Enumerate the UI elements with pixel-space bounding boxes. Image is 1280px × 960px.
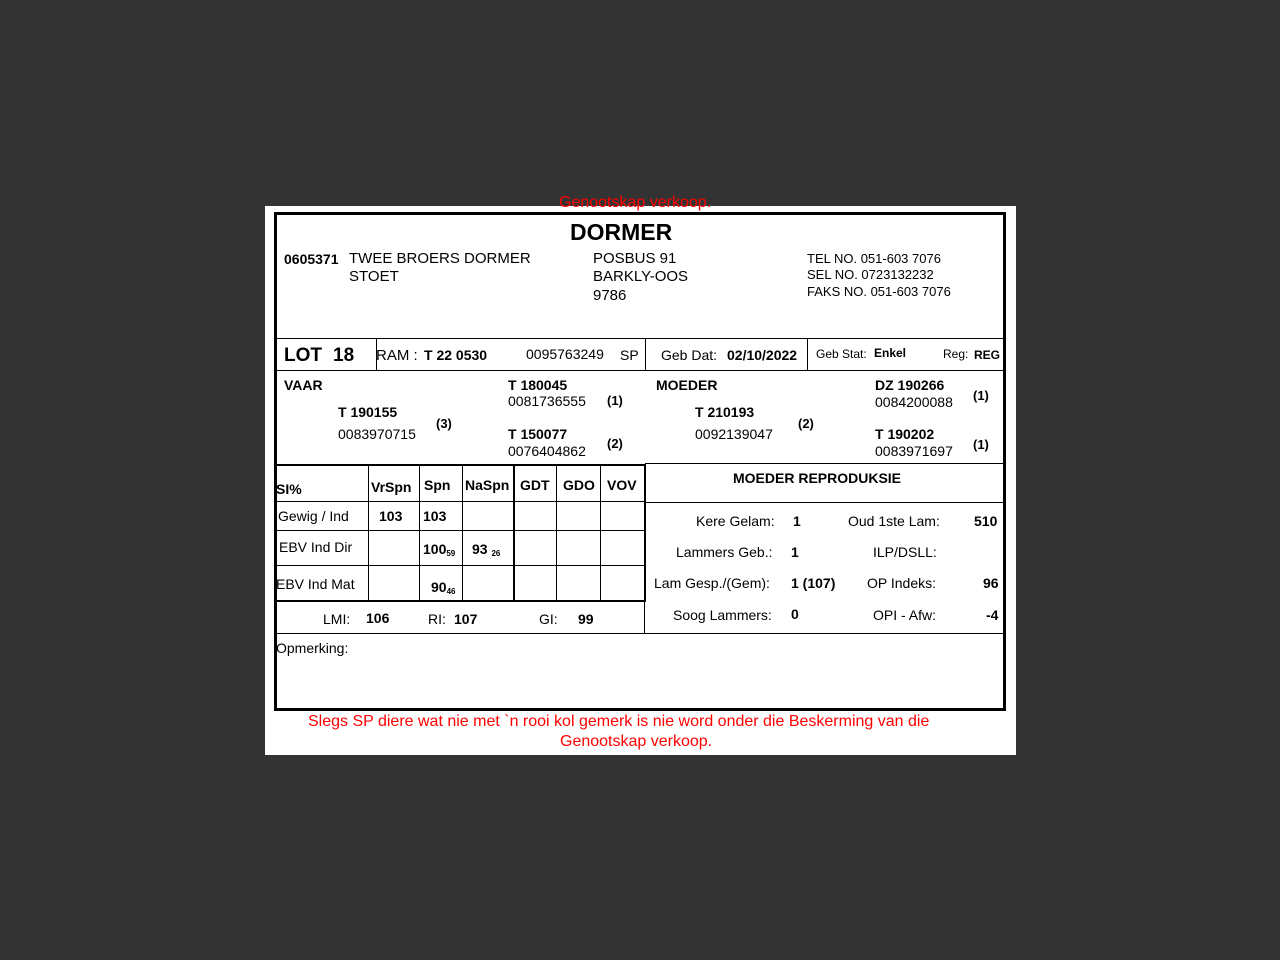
divider [644,600,645,633]
header-gdo: GDO [563,477,595,493]
breeder-faks: FAKS NO. 051-603 7076 [807,284,951,299]
moeder-moeder-number: 0083971697 [875,443,953,459]
lammers-geb-value: 1 [791,544,799,560]
ram-label: RAM : [376,347,418,364]
oud-value: 510 [974,513,998,529]
vaar-id: T 190155 [338,404,398,420]
header-vrspn: VrSpn [371,479,412,495]
vaar-vaar-grade: (1) [607,393,623,408]
soog-lammers-value: 0 [791,606,799,622]
vaar-number: 0083970715 [338,426,416,442]
vaar-moeder-id: T 150077 [508,426,568,442]
divider [807,338,808,370]
perf-table-bottom [274,600,646,602]
lmi-label: LMI: [323,611,351,627]
moeder-grade: (2) [798,416,814,431]
perf-table-right [644,464,646,602]
gi-value: 99 [578,611,594,627]
geb-dat-label: Geb Dat: [661,347,718,363]
vaar-label: VAAR [284,377,323,393]
vaar-vaar-id: T 180045 [508,377,568,393]
divider [645,463,1005,464]
breeder-address-1: POSBUS 91 [593,250,677,267]
ebv-dir-spn-value: 100 [423,541,447,557]
op-indeks-label: OP Indeks: [867,575,937,591]
ebv-dir-spn-accuracy: 59 [446,549,456,558]
ebv-dir-naspn-value: 93 [472,541,488,557]
lam-gesp-label: Lam Gesp./(Gem): [654,575,770,591]
moeder-number: 0092139047 [695,426,773,442]
breeder-address-3: 9786 [593,287,627,304]
divider [419,465,420,601]
geb-stat-label: Geb Stat: [816,347,867,361]
breeder-name-1: TWEE BROERS DORMER [349,250,531,267]
ri-label: RI: [428,611,446,627]
row-label-ebv-dir: EBV Ind Dir [279,539,353,555]
header-si: SI% [276,481,302,497]
ri-value: 107 [454,611,478,627]
header-gdt: GDT [520,477,550,493]
lmi-value: 106 [366,610,390,626]
kere-gelam-value: 1 [793,513,801,529]
divider [645,338,646,370]
divider [276,370,1005,371]
moeder-id: T 210193 [695,404,755,420]
divider [600,465,601,601]
op-indeks-value: 96 [983,575,999,591]
ram-reg-number: 0095763249 [526,346,604,362]
moeder-label: MOEDER [656,377,718,393]
geb-stat-value: Enkel [874,346,907,360]
moeder-vaar-grade: (1) [973,388,989,403]
perf-table-top [274,464,646,466]
row-label-ebv-mat: EBV Ind Mat [276,576,355,592]
breeder-name-2: STOET [349,268,399,285]
divider [275,530,645,531]
divider [275,565,645,566]
ebv-dir-naspn [472,542,500,558]
soog-lammers-label: Soog Lammers: [673,607,772,623]
notice-line-1: Slegs SP diere wat nie met `n rooi kol gemerk is nie word onder die Beskerming van die [308,713,930,730]
ram-grade: SP [620,347,639,363]
header-naspn: NaSpn [465,477,510,493]
geb-dat-value: 02/10/2022 [727,347,798,363]
divider [556,465,557,601]
moeder-vaar-number: 0084200088 [875,394,953,410]
row-label-gewig: Gewig / Ind [278,508,349,524]
top-notice-fragment: Genootskap verkoop. [559,194,712,211]
vaar-vaar-number: 0081736555 [508,393,586,409]
lot-label: LOT [284,345,322,366]
breeder-tel: TEL NO. 051-603 7076 [807,251,941,266]
repro-title: MOEDER REPRODUKSIE [733,470,902,486]
breeder-address-2: BARKLY-OOS [593,268,689,285]
divider [276,633,1005,634]
ebv-mat-spn-value: 90 [431,579,447,595]
divider [275,501,645,502]
ram-id: T 22 0530 [424,347,488,363]
divider [368,465,369,601]
oud-label: Oud 1ste Lam: [848,513,940,529]
breeder-sel: SEL NO. 0723132232 [807,267,934,282]
breed-title: DORMER [570,219,673,245]
lammers-geb-label: Lammers Geb.: [676,544,773,560]
moeder-moeder-grade: (1) [973,437,989,452]
reg-value: REG [974,348,1001,362]
header-spn: Spn [424,477,451,493]
vaar-moeder-grade: (2) [607,436,623,451]
divider [645,502,1005,503]
vaar-grade: (3) [436,416,452,431]
ebv-dir-naspn-accuracy: 26 [491,549,501,558]
header-vov: VOV [607,477,637,493]
ebv-dir-spn [423,542,455,558]
remark-label: Opmerking: [276,640,349,656]
perf-table-split [513,464,515,602]
notice-line-2: Genootskap verkoop. [560,733,713,750]
lot-number: 18 [333,345,355,366]
divider [462,465,463,601]
gewig-vrspn: 103 [379,508,403,524]
vaar-moeder-number: 0076404862 [508,443,586,459]
ebv-mat-spn-accuracy: 46 [446,587,456,596]
opi-afw-label: OPI - Afw: [873,607,937,623]
moeder-vaar-id: DZ 190266 [875,377,945,393]
moeder-moeder-id: T 190202 [875,426,935,442]
opi-afw-value: -4 [986,607,999,623]
gi-label: GI: [539,611,558,627]
breeder-number: 0605371 [284,251,339,267]
ebv-mat-spn [431,580,455,596]
kere-gelam-label: Kere Gelam: [696,513,775,529]
reg-label: Reg: [943,347,969,361]
lam-gesp-value: 1 (107) [791,575,836,591]
gewig-spn: 103 [423,508,447,524]
divider [276,338,1005,339]
ilp-label: ILP/DSLL: [873,544,937,560]
